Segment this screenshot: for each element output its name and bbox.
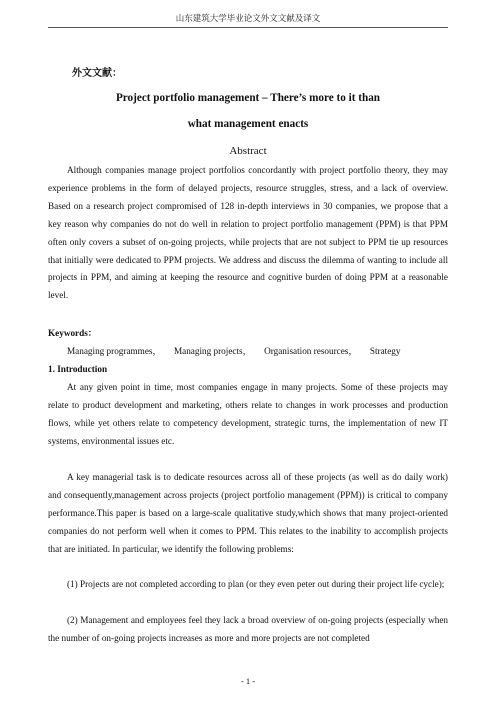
intro-paragraph-4: (2) Management and employees feel they lack a broad overview of on-going projects (especially when the number of on-going projects increases as more and more projects are not completed (48, 615, 448, 643)
section-label: 外文文献： (72, 68, 122, 79)
abstract-text: Although companies manage project portfolios concordantly with project portfolio theory, they may experience problems in the form of delayed projects, resource struggles, stress, and a lack of overview. Based on a research project compromised of 128 in-depth interviews in 30 companies, we propose that a key reason why companies do not do well in relation to project portfolio management (PPM) is that PPM often only covers a subset of on-going projects, while projects that are not subject to PPM tie up resources that initially were dedicated to PPM projects. We address and discuss the dilemma of wanting to include all projects in PPM, and aiming at keeping the resource and cognitive burden of doing PPM at a reasonable level. (48, 165, 448, 301)
paper-title-line-1: Project portfolio management – There’s more to it than (115, 92, 381, 104)
intro-paragraph-2: A key managerial task is to dedicate resources across all of these projects (as well as do daily work) and consequently,management across projects (project portfolio management (PPM)) is critical to company performance.This paper is based on a large-scale qualitative study,which shows that many project-oriented companies do not perform well when it comes to PPM. This relates to the inability to accomplish projects that are initiated. In particular, we identify the following problems: (48, 472, 448, 554)
page-number: - 1 - (240, 676, 256, 686)
keyword-item: Managing programmes， (67, 346, 162, 356)
keyword-item: Organisation resources， (264, 346, 358, 356)
keywords-label-text: Keywords： (48, 328, 97, 338)
keyword-item: Managing projects， (173, 346, 252, 356)
keyword-item: Strategy (369, 346, 401, 356)
abstract-heading: Abstract (229, 145, 267, 157)
running-header: 山东建筑大学毕业论文外文文献及译文 (175, 14, 321, 24)
introduction-heading: 1. Introduction (48, 364, 108, 374)
keywords-label (48, 325, 448, 343)
header-rule (48, 27, 448, 28)
keywords-list (48, 343, 467, 361)
intro-paragraph-3: (1) Projects are not completed according to plan (or they even peter out during their project life cycle); (67, 579, 445, 589)
intro-paragraph-1: At any given point in time, most companies engage in many projects. Some of these projects may relate to product development and marketing, others relate to changes in work processes and production flows, while yet others relate to competency development, strategic turns, the implementation of new IT systems, environmental issues etc. (48, 382, 448, 446)
paper-title-line-2: what management enacts (187, 118, 309, 130)
